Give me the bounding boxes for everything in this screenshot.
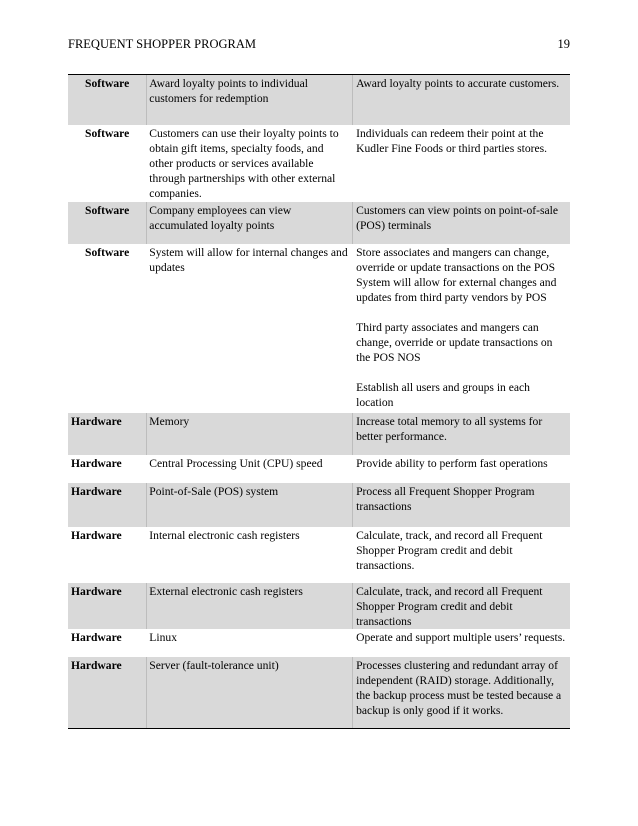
table-row [68,629,570,657]
description-cell [353,657,570,729]
row-type-cell [68,125,146,202]
description-cell [353,583,570,629]
requirement-text: Award loyalty points to individual customers for redemption [149,77,308,105]
description-text: Establish all users and groups in each location [356,380,530,409]
description-cell [353,125,570,202]
row-type: Hardware [71,456,122,470]
row-type: Software [85,203,130,217]
requirement-cell [146,629,353,657]
page-number: 19 [557,37,570,51]
description-text: Third party associates and mangers can change, override or update transactions on the POS NOS [356,320,553,364]
table-row [68,583,570,629]
requirement-cell [146,657,353,729]
description-text: Operate and support multiple users’ requests. [356,630,566,644]
requirement-cell [146,483,353,527]
running-title: FREQUENT SHOPPER PROGRAM [68,37,257,51]
description-cell [353,202,570,244]
description-text: Increase total memory to all systems for better performance. [356,414,543,443]
requirement-cell [146,583,353,629]
table-row [68,455,570,483]
row-type: Hardware [71,584,122,598]
row-type: Software [85,126,130,140]
table-row [68,75,570,125]
requirement-cell [146,527,353,583]
description-cell [353,483,570,527]
description-cell [353,455,570,483]
row-type-cell [68,244,146,413]
table-row [68,202,570,244]
description-text: Provide ability to perform fast operations [356,456,548,470]
table-row [68,244,570,413]
table-row [68,657,570,729]
requirement-text: Memory [149,414,190,428]
requirement-text: External electronic cash registers [149,584,303,598]
row-type: Software [85,77,130,90]
row-type-cell [68,413,146,455]
description-text: Individuals can redeem their point at the Kudler Fine Foods or third parties stores. [356,126,548,155]
requirements-table-body [68,75,570,729]
row-type: Hardware [71,528,122,542]
description-text: Customers can view points on point-of-sale (POS) terminals [356,203,558,232]
requirement-cell [146,244,353,413]
requirement-text: System will allow for internal changes and updates [149,245,348,274]
row-type-cell [68,202,146,244]
description-cell [353,75,570,125]
row-type: Hardware [71,414,122,428]
description-text: Calculate, track, and record all Frequent Shopper Program credit and debit transactions [356,584,543,628]
table-row [68,413,570,455]
row-type-cell [68,629,146,657]
page-header [68,37,570,52]
requirement-text: Linux [149,630,177,644]
description-text: Store associates and mangers can change, override or update transactions on the POS System will allow for external changes and updates from third party vendors by POS [356,245,557,304]
requirement-text: Company employees can view accumulated loyalty points [149,203,292,232]
description-text: Calculate, track, and record all Frequent Shopper Program credit and debit transactions. [356,528,543,572]
description-cell [353,629,570,657]
row-type-cell [68,455,146,483]
row-type-cell [68,483,146,527]
requirements-table [68,74,570,729]
row-type-cell [68,75,146,125]
requirement-cell [146,455,353,483]
row-type-cell [68,657,146,729]
requirement-cell [146,413,353,455]
row-type-cell [68,527,146,583]
row-type: Hardware [71,484,122,498]
description-cell [353,413,570,455]
table-row [68,527,570,583]
row-type: Hardware [71,658,122,672]
description-cell [353,527,570,583]
row-type: Hardware [71,630,122,644]
row-type: Software [85,245,130,259]
row-type-cell [68,583,146,629]
requirement-cell [146,202,353,244]
requirement-text: Point-of-Sale (POS) system [149,484,279,498]
description-text: Processes clustering and redundant array of independent (RAID) storage. Additionally, the backup process must be tested because a backup is only good if it works. [356,658,562,717]
requirement-cell [146,125,353,202]
requirement-text: Central Processing Unit (CPU) speed [149,456,323,470]
requirement-text: Internal electronic cash registers [149,528,300,542]
table-row [68,483,570,527]
requirement-text: Server (fault-tolerance unit) [149,658,279,672]
table-row [68,125,570,202]
description-text: Award loyalty points to accurate customers. [356,77,560,90]
description-cell [353,244,570,413]
requirement-text: Customers can use their loyalty points to obtain gift items, specialty foods, and other products or services available through partnerships with other external companies. [149,126,339,200]
description-text: Process all Frequent Shopper Program transactions [356,484,535,513]
requirement-cell [146,75,353,125]
